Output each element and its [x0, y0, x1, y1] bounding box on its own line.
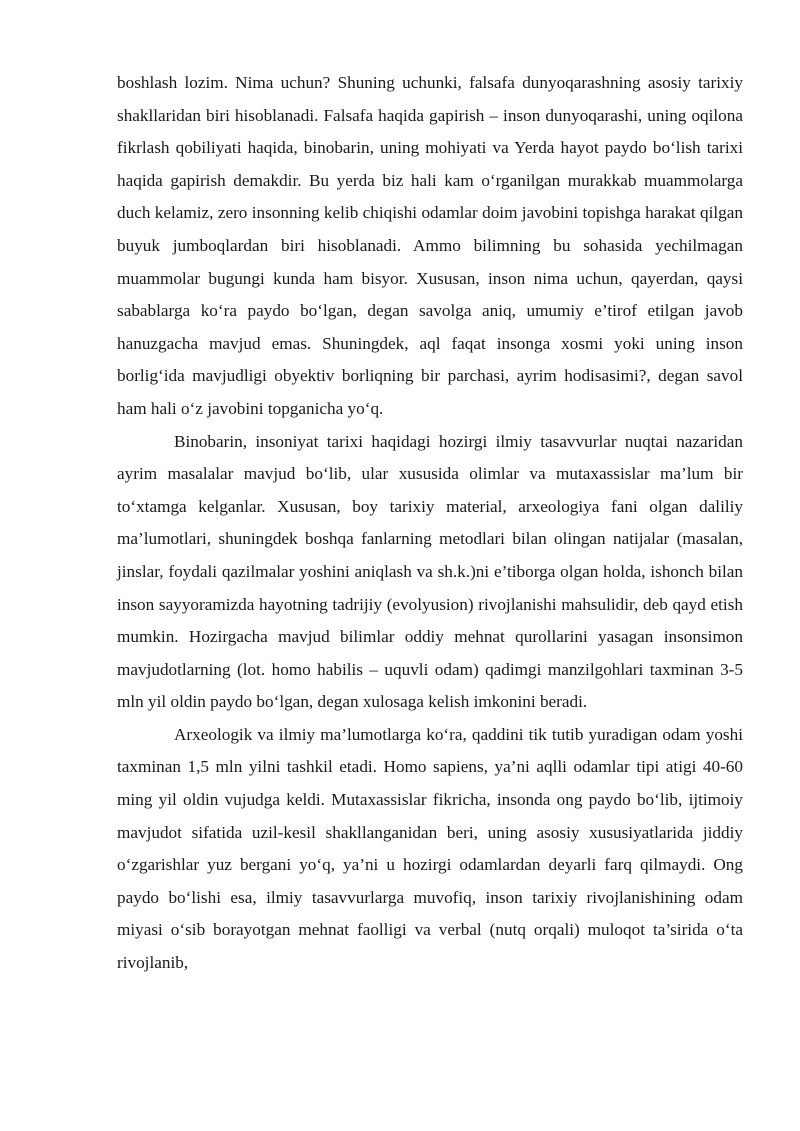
body-text	[117, 67, 743, 980]
paragraph-binobarin: Binobarin, insoniyat tarixi haqidagi hozirgi ilmiy tasavvurlar nuqtai nazaridan ayrim masalalar mavjud bo‘lib, ular xususida olimlar va mutaxassislar ma’lum bir to‘xtamga kelganlar. Xususan, boy tarixiy material, arxeologiya fani olgan daliliy ma’lumotlari, shuningdek boshqa fanlarning metodlari bilan olingan natijalar (masalan, jinslar, foydali qazilmalar yoshini aniqlash va sh.k.)ni e’tiborga olgan holda, ishonch bilan inson sayyoramizda hayotning tadrijiy (evolyusion) rivojlanishi mahsulidir, deb qayd etish mumkin. Hozirgacha mavjud bilimlar oddiy mehnat qurollarini yasagan insonsimon mavjudotlarning (lot. homo habilis – uquvli odam) qadimgi manzilgohlari taxminan 3-5 mln yil oldin paydo bo‘lgan, degan xulosaga kelish imkonini beradi.	[117, 431, 743, 712]
paragraph-continuation: boshlash lozim. Nima uchun? Shuning uchunki, falsafa dunyoqarashning asosiy tarixiy shakllaridan biri hisoblanadi. Falsafa haqida gapirish – inson dunyoqarashi, uning oqilona fikrlash qobiliyati haqida, binobarin, uning mohiyati va Yerda hayot paydo bo‘lish tarixi haqida gapirish demakdir. Bu yerda biz hali kam o‘rganilgan murakkab muammolarga duch kelamiz, zero insonning kelib chiqishi odamlar doim javobini topishga harakat qilgan buyuk jumboqlardan biri hisoblanadi. Ammo bilimning bu sohasida yechilmagan muammolar bugungi kunda ham bisyor. Xususan, inson nima uchun, qayerdan, qaysi sabablarga ko‘ra paydo bo‘lgan, degan savolga aniq, umumiy e’tirof etilgan javob hanuzgacha mavjud emas. Shuningdek, aql faqat insonga xosmi yoki uning inson borlig‘ida mavjudligi obyektiv borliqning bir parchasi, ayrim hodisasimi?, degan savol ham hali o‘z javobini topganicha yo‘q.	[117, 73, 743, 418]
paragraph-arxeologik: Arxeologik va ilmiy ma’lumotlarga ko‘ra, qaddini tik tutib yuradigan odam yoshi taxminan 1,5 mln yilni tashkil etadi. Homo sapiens, ya’ni aqlli odamlar tipi atigi 40-60 ming yil oldin vujudga keldi. Mutaxassislar fikricha, insonda ong paydo bo‘lib, ijtimoiy mavjudot sifatida uzil-kesil shakllanganidan beri, uning asosiy xususiyatlarida jiddiy o‘zgarishlar yuz bergani yo‘q, ya’ni u hozirgi odamlardan deyarli farq qilmaydi. Ong paydo bo‘lishi esa, ilmiy tasavvurlarga muvofiq, inson tarixiy rivojlanishining odam miyasi o‘sib borayotgan mehnat faolligi va verbal (nutq orqali) muloqot ta’sirida o‘ta rivojlanib,	[117, 724, 743, 973]
